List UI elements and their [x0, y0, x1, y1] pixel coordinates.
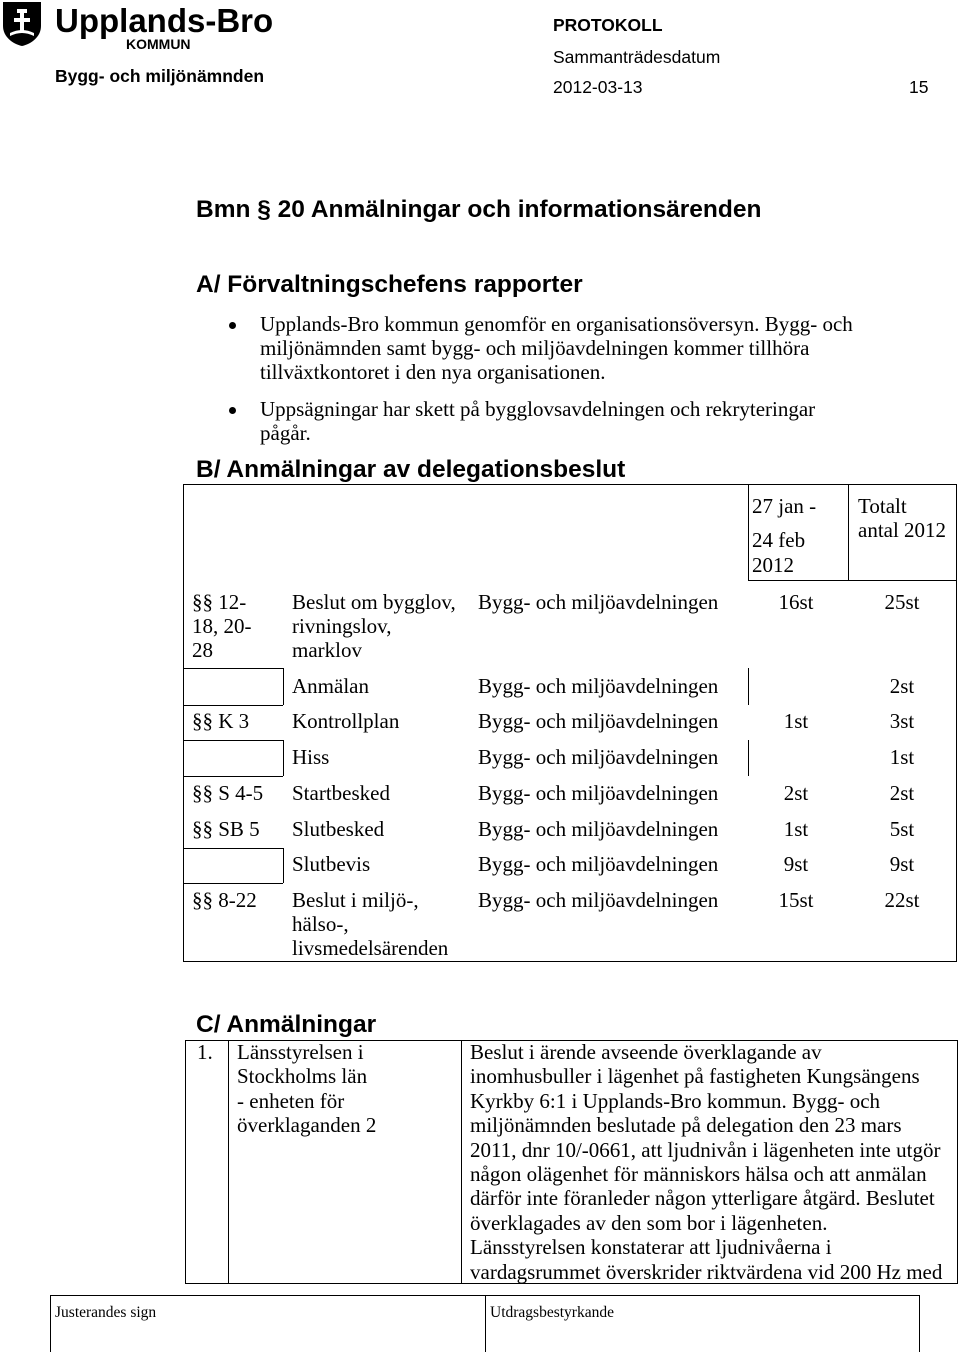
table-rule	[183, 740, 283, 741]
matter-text: Startbesked	[292, 781, 390, 805]
logo-wordmark: Upplands-Bro	[55, 2, 274, 39]
matter-text: Hiss	[292, 745, 330, 769]
matter-cell	[292, 817, 384, 841]
period-count	[760, 674, 832, 698]
total-count: 22st	[884, 888, 920, 912]
matter-text: hälso-,	[292, 912, 349, 936]
total-count-cell	[866, 781, 938, 805]
paragraph-cell	[192, 590, 252, 662]
unit-text: Bygg- och miljöavdelningen	[478, 817, 719, 841]
bullet-text-line: pågår.	[260, 421, 311, 445]
total-count: 5st	[889, 817, 915, 841]
table-rule	[461, 1040, 462, 1284]
signatory-label: Justerandes sign	[55, 1304, 157, 1321]
certification-label: Utdragsbestyrkande	[490, 1304, 614, 1321]
section-b-heading: B/ Anmälningar av delegationsbeslut	[196, 456, 626, 483]
bullet-text-line: tillväxtkontoret i den nya organisationen.	[260, 360, 606, 384]
total-count-cell	[866, 590, 938, 614]
unit-text: Bygg- och miljöavdelningen	[478, 590, 719, 614]
matter-text: Slutbesked	[292, 817, 385, 841]
table-rule	[848, 484, 849, 580]
description-line: någon olägenhet för människors hälsa och att anmälan	[470, 1161, 927, 1186]
paragraph-text: 28	[192, 638, 213, 662]
unit-cell	[478, 674, 718, 698]
paragraph-text: §§ K 3	[192, 709, 250, 733]
table-rule	[748, 484, 749, 580]
bullet-icon	[229, 407, 236, 414]
unit-cell	[478, 781, 718, 805]
period-count-cell	[760, 852, 832, 876]
description-line: överklagades av den som bor i lägenheten.	[470, 1210, 828, 1235]
sender-text: överklaganden 2	[237, 1113, 377, 1138]
total-header	[858, 494, 946, 542]
total-count-cell	[866, 709, 938, 733]
table-rule	[283, 740, 284, 776]
paragraph-cell	[192, 888, 257, 912]
total-count: 2st	[889, 674, 915, 698]
column-header-line: antal 2012	[858, 518, 947, 542]
period-count: 15st	[778, 888, 814, 912]
bullet-text-line: Upplands-Bro kommun genomför en organisationsöversyn. Bygg- och	[260, 312, 853, 336]
period-count: 1st	[783, 709, 809, 733]
matter-text: Beslut i miljö-,	[292, 888, 419, 912]
period-header	[752, 553, 794, 577]
period-count-cell	[760, 817, 832, 841]
sender-cell	[237, 1040, 376, 1138]
page-title: Bmn § 20 Anmälningar och informationsärenden	[196, 196, 762, 223]
sender-text: Stockholms län	[237, 1064, 368, 1089]
item-number: 1.	[197, 1040, 213, 1064]
unit-text: Bygg- och miljöavdelningen	[478, 674, 719, 698]
period-count-cell	[760, 781, 832, 805]
table-rule	[183, 848, 283, 849]
matter-text: Anmälan	[292, 674, 369, 698]
matter-cell	[292, 745, 329, 769]
matter-text: Slutbevis	[292, 852, 371, 876]
description-line: Beslut i ärende avseende överklagande av	[470, 1040, 822, 1064]
paragraph-text: §§ S 4-5	[192, 781, 264, 805]
table-rule	[183, 705, 283, 706]
description-line: därför inte föranleder någon ytterligare åtgärd. Beslutet	[470, 1186, 935, 1211]
description-line: inomhusbuller i lägenhet på fastigheten Kungsängens	[470, 1064, 920, 1089]
column-header-line: Totalt	[858, 494, 907, 518]
meeting-date: 2012-03-13	[553, 77, 643, 97]
bullet-text-line: Uppsägningar har skett på bygglovsavdelningen och rekryteringar	[260, 397, 816, 421]
description-line: Länsstyrelsen konstaterar att ljudnivåerna i	[470, 1235, 832, 1260]
unit-text: Bygg- och miljöavdelningen	[478, 888, 719, 912]
logo-subtitle: KOMMUN	[126, 36, 191, 52]
period-count: 16st	[778, 590, 814, 614]
matter-cell	[292, 781, 390, 805]
period-count: 9st	[783, 852, 809, 876]
committee-name: Bygg- och miljönämnden	[55, 66, 265, 86]
period-count: 2st	[783, 781, 809, 805]
paragraph-text: 18, 20-	[192, 614, 252, 638]
total-count: 1st	[889, 745, 915, 769]
unit-cell	[478, 709, 718, 733]
description-line: 2011, dnr 10/-0661, att ljudnivån i lägenheten inte utgör	[470, 1137, 941, 1162]
matter-text: livsmedelsärenden	[292, 936, 449, 960]
sender-text: Länsstyrelsen i	[237, 1040, 364, 1064]
coat-of-arms-icon	[2, 1, 42, 47]
column-header-line: 27 jan -	[752, 494, 817, 518]
matter-cell	[292, 709, 399, 733]
description-line: vardagsrummet överskrider riktvärdena vid 200 Hz med	[470, 1259, 943, 1284]
meeting-date-label: Sammanträdesdatum	[553, 47, 721, 67]
total-count-cell	[866, 817, 938, 841]
total-count-cell	[866, 888, 938, 912]
table-rule	[748, 668, 749, 705]
section-a-heading: A/ Förvaltningschefens rapporter	[196, 271, 583, 298]
description-line: Kyrkby 6:1 i Upplands-Bro kommun. Bygg- och	[470, 1088, 881, 1113]
sender-text: - enheten för	[237, 1088, 345, 1113]
paragraph-text: §§ 8-22	[192, 888, 257, 912]
column-header-line: 24 feb	[752, 528, 806, 552]
unit-text: Bygg- och miljöavdelningen	[478, 709, 719, 733]
period-count-cell	[760, 674, 832, 698]
section-c-heading: C/ Anmälningar	[196, 1011, 377, 1038]
column-header-line: 2012	[752, 553, 794, 577]
period-count-cell	[760, 590, 832, 614]
unit-cell	[478, 852, 718, 876]
description-line: miljönämnden beslutade på delegation den 23 mars	[470, 1113, 902, 1138]
matter-text: Kontrollplan	[292, 709, 400, 733]
unit-text: Bygg- och miljöavdelningen	[478, 852, 719, 876]
total-count-cell	[866, 852, 938, 876]
footer-divider	[485, 1295, 486, 1352]
paragraph-text: §§ 12-	[192, 590, 247, 614]
unit-cell	[478, 817, 718, 841]
table-rule	[748, 580, 957, 581]
paragraph-cell	[192, 709, 249, 733]
period-header	[752, 494, 816, 518]
table-rule	[748, 740, 749, 776]
table-rule	[183, 776, 283, 777]
total-count: 9st	[889, 852, 915, 876]
item-number-cell	[197, 1040, 213, 1064]
table-rule	[283, 668, 284, 705]
total-count: 2st	[889, 781, 915, 805]
table-rule	[283, 848, 284, 883]
period-count: 1st	[783, 817, 809, 841]
matter-text: marklov	[292, 638, 362, 662]
total-count: 3st	[889, 709, 915, 733]
matter-cell	[292, 888, 448, 960]
matter-text: Beslut om bygglov,	[292, 590, 456, 614]
description-cell	[470, 1040, 942, 1284]
bullet-text-line: miljönämnden samt bygg- och miljöavdelningen kommer tillhöra	[260, 336, 810, 360]
matter-text: rivningslov,	[292, 614, 392, 638]
unit-text: Bygg- och miljöavdelningen	[478, 781, 719, 805]
total-count-cell	[866, 674, 938, 698]
table-rule	[183, 883, 283, 884]
unit-cell	[478, 590, 718, 614]
matter-cell	[292, 590, 456, 662]
table-rule	[183, 668, 283, 669]
bullet-item	[260, 397, 815, 445]
unit-text: Bygg- och miljöavdelningen	[478, 745, 719, 769]
paragraph-text: §§ SB 5	[192, 817, 260, 841]
matter-cell	[292, 852, 370, 876]
page-number: 15	[909, 77, 929, 97]
period-count-cell	[760, 888, 832, 912]
period-count	[760, 745, 832, 769]
bullet-icon	[229, 322, 236, 329]
paragraph-cell	[192, 781, 263, 805]
unit-cell	[478, 745, 718, 769]
period-count-cell	[760, 709, 832, 733]
period-header	[752, 528, 805, 552]
period-count-cell	[760, 745, 832, 769]
paragraph-cell	[192, 817, 260, 841]
bullet-item	[260, 312, 853, 384]
total-count: 25st	[884, 590, 920, 614]
total-count-cell	[866, 745, 938, 769]
table-rule	[228, 1040, 229, 1284]
document-type: PROTOKOLL	[553, 15, 663, 35]
unit-cell	[478, 888, 718, 912]
matter-cell	[292, 674, 369, 698]
